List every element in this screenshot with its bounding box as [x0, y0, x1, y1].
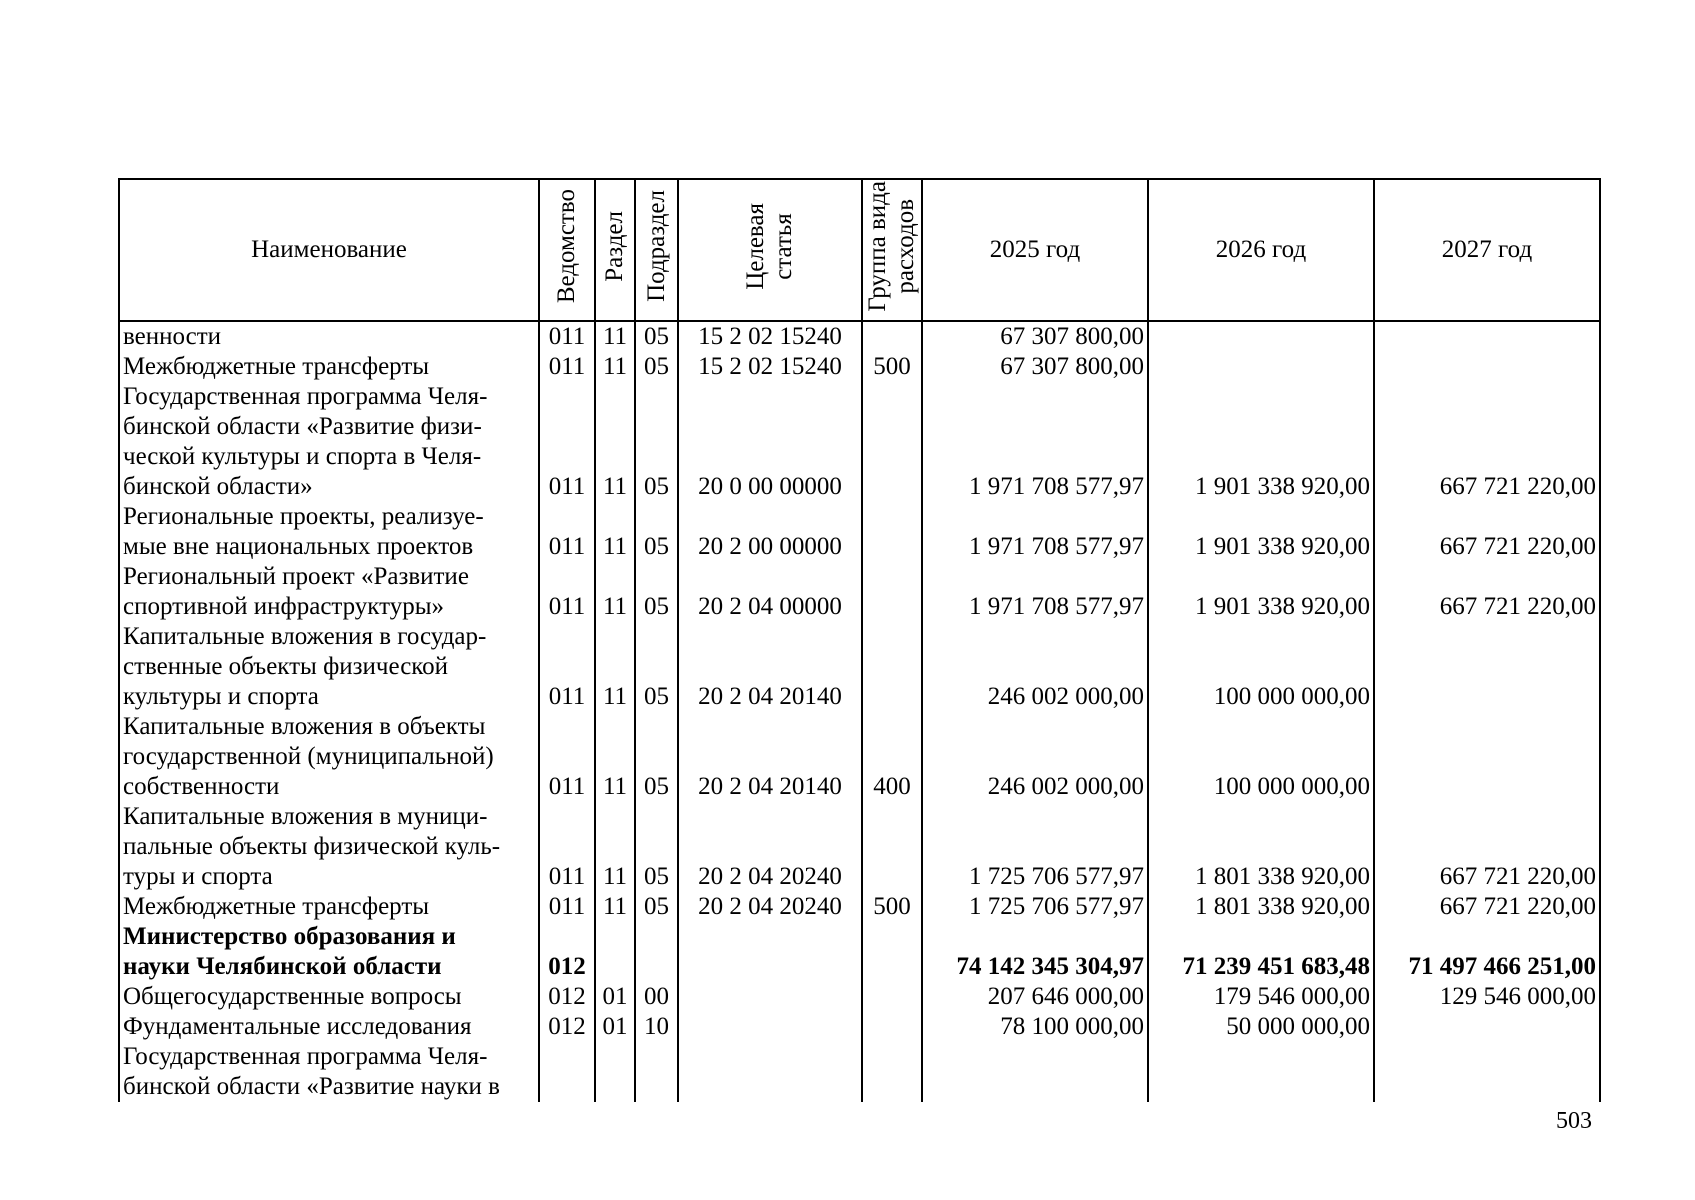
- header-subsection: Подраздел: [635, 179, 678, 321]
- table-row: [119, 712, 1600, 802]
- row-section-cell: 01: [595, 1012, 635, 1042]
- row-2026-cell: 50 000 000,00: [1148, 1012, 1374, 1042]
- row-2026-cell: 71 239 451 683,48: [1148, 922, 1374, 982]
- budget-table: [118, 178, 1601, 1102]
- row-exp-group-cell: [862, 382, 922, 502]
- row-exp-group-cell: [862, 562, 922, 622]
- row-target-cell: 20 2 04 00000: [678, 562, 862, 622]
- table-body: [119, 321, 1600, 1102]
- header-2025: 2025 год: [922, 179, 1148, 321]
- header-section: Раздел: [595, 179, 635, 321]
- row-exp-group-cell: [862, 502, 922, 562]
- row-target-cell: 15 2 02 15240: [678, 321, 862, 352]
- row-2025-cell: 246 002 000,00: [922, 622, 1148, 712]
- table-row: [119, 982, 1600, 1012]
- row-target-cell: 20 2 04 20240: [678, 892, 862, 922]
- row-2027-cell: 129 546 000,00: [1374, 982, 1600, 1012]
- row-2025-cell: 78 100 000,00: [922, 1012, 1148, 1042]
- row-target-cell: 15 2 02 15240: [678, 352, 862, 382]
- table-row: [119, 892, 1600, 922]
- row-section-cell: 11: [595, 562, 635, 622]
- row-dept-cell: 011: [539, 712, 595, 802]
- row-2027-cell: [1374, 712, 1600, 802]
- row-name-cell: Министерство образования и науки Челябинской области: [119, 922, 539, 982]
- row-2026-cell: 100 000 000,00: [1148, 622, 1374, 712]
- row-2027-cell: 71 497 466 251,00: [1374, 922, 1600, 982]
- row-2027-cell: [1374, 1012, 1600, 1042]
- row-2025-cell: [922, 1042, 1148, 1102]
- row-2025-cell: 246 002 000,00: [922, 712, 1148, 802]
- row-2027-cell: 667 721 220,00: [1374, 502, 1600, 562]
- row-section-cell: [595, 922, 635, 982]
- row-2025-cell: 1 725 706 577,97: [922, 892, 1148, 922]
- row-2026-cell: [1148, 352, 1374, 382]
- row-dept-cell: 011: [539, 892, 595, 922]
- table-row: [119, 1012, 1600, 1042]
- row-target-cell: 20 2 04 20140: [678, 712, 862, 802]
- header-2026: 2026 год: [1148, 179, 1374, 321]
- row-target-cell: [678, 1012, 862, 1042]
- header-target: Целевая статья: [678, 179, 862, 321]
- row-exp-group-cell: [862, 802, 922, 892]
- row-target-cell: [678, 982, 862, 1012]
- row-exp-group-cell: 500: [862, 892, 922, 922]
- row-exp-group-cell: [862, 922, 922, 982]
- row-2025-cell: 1 971 708 577,97: [922, 502, 1148, 562]
- row-subsection-cell: 05: [635, 712, 678, 802]
- row-2026-cell: 1 901 338 920,00: [1148, 502, 1374, 562]
- row-name-cell: Капитальные вложения в государ- ственные объекты физической культуры и спорта: [119, 622, 539, 712]
- row-section-cell: 11: [595, 622, 635, 712]
- row-2027-cell: 667 721 220,00: [1374, 562, 1600, 622]
- row-2027-cell: [1374, 1042, 1600, 1102]
- row-2026-cell: 100 000 000,00: [1148, 712, 1374, 802]
- row-2025-cell: 1 725 706 577,97: [922, 802, 1148, 892]
- header-dept: Ведомство: [539, 179, 595, 321]
- table-row: [119, 922, 1600, 982]
- row-exp-group-cell: [862, 1012, 922, 1042]
- row-name-cell: Региональные проекты, реализуе- мые вне национальных проектов: [119, 502, 539, 562]
- row-section-cell: 11: [595, 802, 635, 892]
- row-subsection-cell: [635, 1042, 678, 1102]
- row-2025-cell: 1 971 708 577,97: [922, 382, 1148, 502]
- row-section-cell: 01: [595, 982, 635, 1012]
- row-subsection-cell: 05: [635, 321, 678, 352]
- row-dept-cell: 012: [539, 922, 595, 982]
- row-2027-cell: 667 721 220,00: [1374, 802, 1600, 892]
- row-2027-cell: [1374, 321, 1600, 352]
- row-exp-group-cell: 500: [862, 352, 922, 382]
- row-dept-cell: 011: [539, 562, 595, 622]
- row-subsection-cell: 05: [635, 562, 678, 622]
- table-row: [119, 802, 1600, 892]
- row-dept-cell: 011: [539, 802, 595, 892]
- row-exp-group-cell: 400: [862, 712, 922, 802]
- row-target-cell: 20 0 00 00000: [678, 382, 862, 502]
- row-name-cell: Региональный проект «Развитие спортивной инфраструктуры»: [119, 562, 539, 622]
- row-2026-cell: [1148, 1042, 1374, 1102]
- row-dept-cell: 011: [539, 352, 595, 382]
- row-2025-cell: 207 646 000,00: [922, 982, 1148, 1012]
- row-2026-cell: 179 546 000,00: [1148, 982, 1374, 1012]
- row-2027-cell: [1374, 622, 1600, 712]
- row-subsection-cell: 05: [635, 352, 678, 382]
- table-row: [119, 562, 1600, 622]
- row-section-cell: 11: [595, 382, 635, 502]
- row-section-cell: 11: [595, 352, 635, 382]
- row-exp-group-cell: [862, 982, 922, 1012]
- row-subsection-cell: 05: [635, 502, 678, 562]
- row-name-cell: Государственная программа Челя- бинской области «Развитие науки в: [119, 1042, 539, 1102]
- row-name-cell: Капитальные вложения в муници- пальные объекты физической куль- туры и спорта: [119, 802, 539, 892]
- row-section-cell: 11: [595, 712, 635, 802]
- row-target-cell: 20 2 00 00000: [678, 502, 862, 562]
- row-2026-cell: [1148, 321, 1374, 352]
- row-dept-cell: [539, 1042, 595, 1102]
- page-number: 503: [1556, 1108, 1592, 1134]
- row-section-cell: 11: [595, 502, 635, 562]
- header-name: Наименование: [119, 179, 539, 321]
- row-name-cell: венности: [119, 321, 539, 352]
- row-subsection-cell: 00: [635, 982, 678, 1012]
- row-dept-cell: 012: [539, 982, 595, 1012]
- table-row: [119, 321, 1600, 352]
- row-dept-cell: 011: [539, 502, 595, 562]
- row-subsection-cell: [635, 922, 678, 982]
- row-section-cell: 11: [595, 892, 635, 922]
- row-2025-cell: 67 307 800,00: [922, 352, 1148, 382]
- table-row: [119, 622, 1600, 712]
- row-subsection-cell: 05: [635, 622, 678, 712]
- row-exp-group-cell: [862, 622, 922, 712]
- row-section-cell: [595, 1042, 635, 1102]
- row-subsection-cell: 05: [635, 892, 678, 922]
- row-subsection-cell: 10: [635, 1012, 678, 1042]
- row-target-cell: 20 2 04 20240: [678, 802, 862, 892]
- row-2027-cell: [1374, 352, 1600, 382]
- row-name-cell: Общегосударственные вопросы: [119, 982, 539, 1012]
- row-2026-cell: 1 901 338 920,00: [1148, 382, 1374, 502]
- row-name-cell: Государственная программа Челя- бинской области «Развитие физи- ческой культуры и спорта в Челя- бинской области»: [119, 382, 539, 502]
- row-2026-cell: 1 901 338 920,00: [1148, 562, 1374, 622]
- row-2025-cell: 1 971 708 577,97: [922, 562, 1148, 622]
- row-target-cell: [678, 922, 862, 982]
- row-dept-cell: 011: [539, 321, 595, 352]
- table-header: [119, 179, 1600, 321]
- row-2025-cell: 67 307 800,00: [922, 321, 1148, 352]
- row-2026-cell: 1 801 338 920,00: [1148, 892, 1374, 922]
- row-2027-cell: 667 721 220,00: [1374, 382, 1600, 502]
- row-target-cell: 20 2 04 20140: [678, 622, 862, 712]
- row-exp-group-cell: [862, 1042, 922, 1102]
- row-2025-cell: 74 142 345 304,97: [922, 922, 1148, 982]
- row-dept-cell: 012: [539, 1012, 595, 1042]
- table-row: [119, 502, 1600, 562]
- row-name-cell: Капитальные вложения в объекты государственной (муниципальной) собственности: [119, 712, 539, 802]
- row-exp-group-cell: [862, 321, 922, 352]
- row-name-cell: Фундаментальные исследования: [119, 1012, 539, 1042]
- row-section-cell: 11: [595, 321, 635, 352]
- row-name-cell: Межбюджетные трансферты: [119, 352, 539, 382]
- row-2026-cell: 1 801 338 920,00: [1148, 802, 1374, 892]
- row-2027-cell: 667 721 220,00: [1374, 892, 1600, 922]
- row-name-cell: Межбюджетные трансферты: [119, 892, 539, 922]
- table-row: [119, 382, 1600, 502]
- table-row: [119, 352, 1600, 382]
- row-dept-cell: 011: [539, 622, 595, 712]
- table-row: [119, 1042, 1600, 1102]
- header-exp-group: Группа вида расходов: [862, 179, 922, 321]
- header-2027: 2027 год: [1374, 179, 1600, 321]
- row-dept-cell: 011: [539, 382, 595, 502]
- row-subsection-cell: 05: [635, 382, 678, 502]
- row-subsection-cell: 05: [635, 802, 678, 892]
- row-target-cell: [678, 1042, 862, 1102]
